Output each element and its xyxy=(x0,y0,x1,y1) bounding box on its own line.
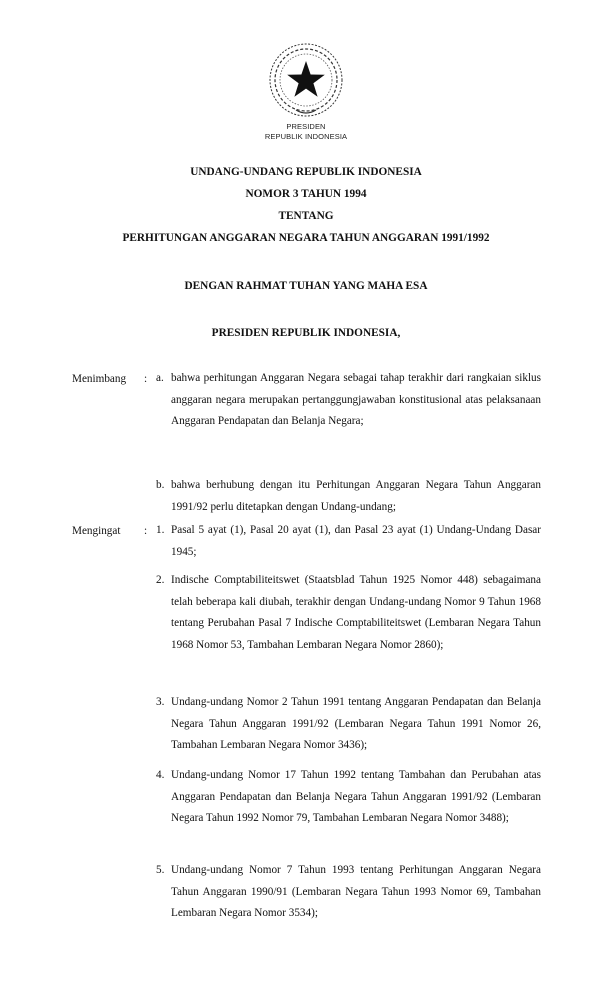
mengingat-colon: : xyxy=(144,525,148,537)
item-number: 3. xyxy=(156,696,165,708)
item-text: bahwa berhubung dengan itu Perhitungan Anggaran Negara Tahun Anggaran 1991/92 perlu ditetapkan dengan Undang-undang; xyxy=(171,479,541,513)
mengingat-item-5 xyxy=(156,860,541,925)
item-text: Pasal 5 ayat (1), Pasal 20 ayat (1), dan Pasal 23 ayat (1) Undang-Undang Dasar 1945; xyxy=(171,524,541,558)
item-text: bahwa perhitungan Anggaran Negara sebagai tahap terakhir dari rangkaian siklus anggaran negara merupakan pertanggungjawaban konstitusional atas pelaksanaan Anggaran Pendapatan dan Belanja Negara; xyxy=(171,372,541,427)
item-text: Undang-undang Nomor 17 Tahun 1992 tentang Tambahan dan Perubahan atas Anggaran Pendapatan dan Belanja Negara Tahun Anggaran 1991/92 (Lembaran Negara Tahun 1992 Nomor 79, Tambahan Lembaran Negara Nomor 3488); xyxy=(171,769,541,824)
item-number: a. xyxy=(156,372,164,384)
menimbang-colon: : xyxy=(144,373,148,385)
menimbang-item-a xyxy=(156,368,541,433)
menimbang-label: Menimbang xyxy=(72,373,127,385)
item-number: b. xyxy=(156,479,165,491)
document-title-number: NOMOR 3 TAHUN 1994 xyxy=(245,188,367,200)
item-number: 1. xyxy=(156,524,165,536)
document-title-tentang: TENTANG xyxy=(278,210,334,222)
item-number: 5. xyxy=(156,864,165,876)
document-title-line1: UNDANG-UNDANG REPUBLIK INDONESIA xyxy=(190,166,422,178)
emblem-caption-presiden: PRESIDEN xyxy=(286,122,326,131)
item-number: 2. xyxy=(156,574,165,586)
mengingat-item-3 xyxy=(156,692,541,757)
preamble-issuer: PRESIDEN REPUBLIK INDONESIA, xyxy=(211,327,401,339)
item-text: Indische Comptabiliteitswet (Staatsblad Tahun 1925 Nomor 448) sebagaimana telah beberapa kali diubah, terakhir dengan Undang-undang Nomor 9 Tahun 1968 tentang Perubahan Pasal 7 Indische Comptabiliteitswet (Lembaran Negara Tahun 1968 Nomor 53, Tambahan Lembaran Negara Nomor 2860); xyxy=(171,574,541,651)
item-text: Undang-undang Nomor 2 Tahun 1991 tentang Anggaran Pendapatan dan Belanja Negara Tahun Anggaran 1991/92 (Lembaran Negara Tahun 1991 Nomor 26, Tambahan Lembaran Negara Nomor 3436); xyxy=(171,696,541,751)
item-number: 4. xyxy=(156,769,165,781)
item-text: Undang-undang Nomor 7 Tahun 1993 tentang Perhitungan Anggaran Negara Tahun Anggaran 1990/91 (Lembaran Negara Tahun 1993 Nomor 69, Tambahan Lembaran Negara Nomor 3534); xyxy=(171,864,541,919)
mengingat-item-2 xyxy=(156,570,541,656)
emblem-caption-republik: REPUBLIK INDONESIA xyxy=(264,132,348,141)
document-title-subject: PERHITUNGAN ANGGARAN NEGARA TAHUN ANGGARAN 1991/1992 xyxy=(122,232,490,244)
preamble-invocation: DENGAN RAHMAT TUHAN YANG MAHA ESA xyxy=(184,280,428,292)
mengingat-label: Mengingat xyxy=(72,525,121,537)
mengingat-item-1 xyxy=(156,520,541,563)
menimbang-item-b xyxy=(156,475,541,518)
mengingat-item-4 xyxy=(156,765,541,830)
presidential-emblem-icon xyxy=(266,40,346,120)
